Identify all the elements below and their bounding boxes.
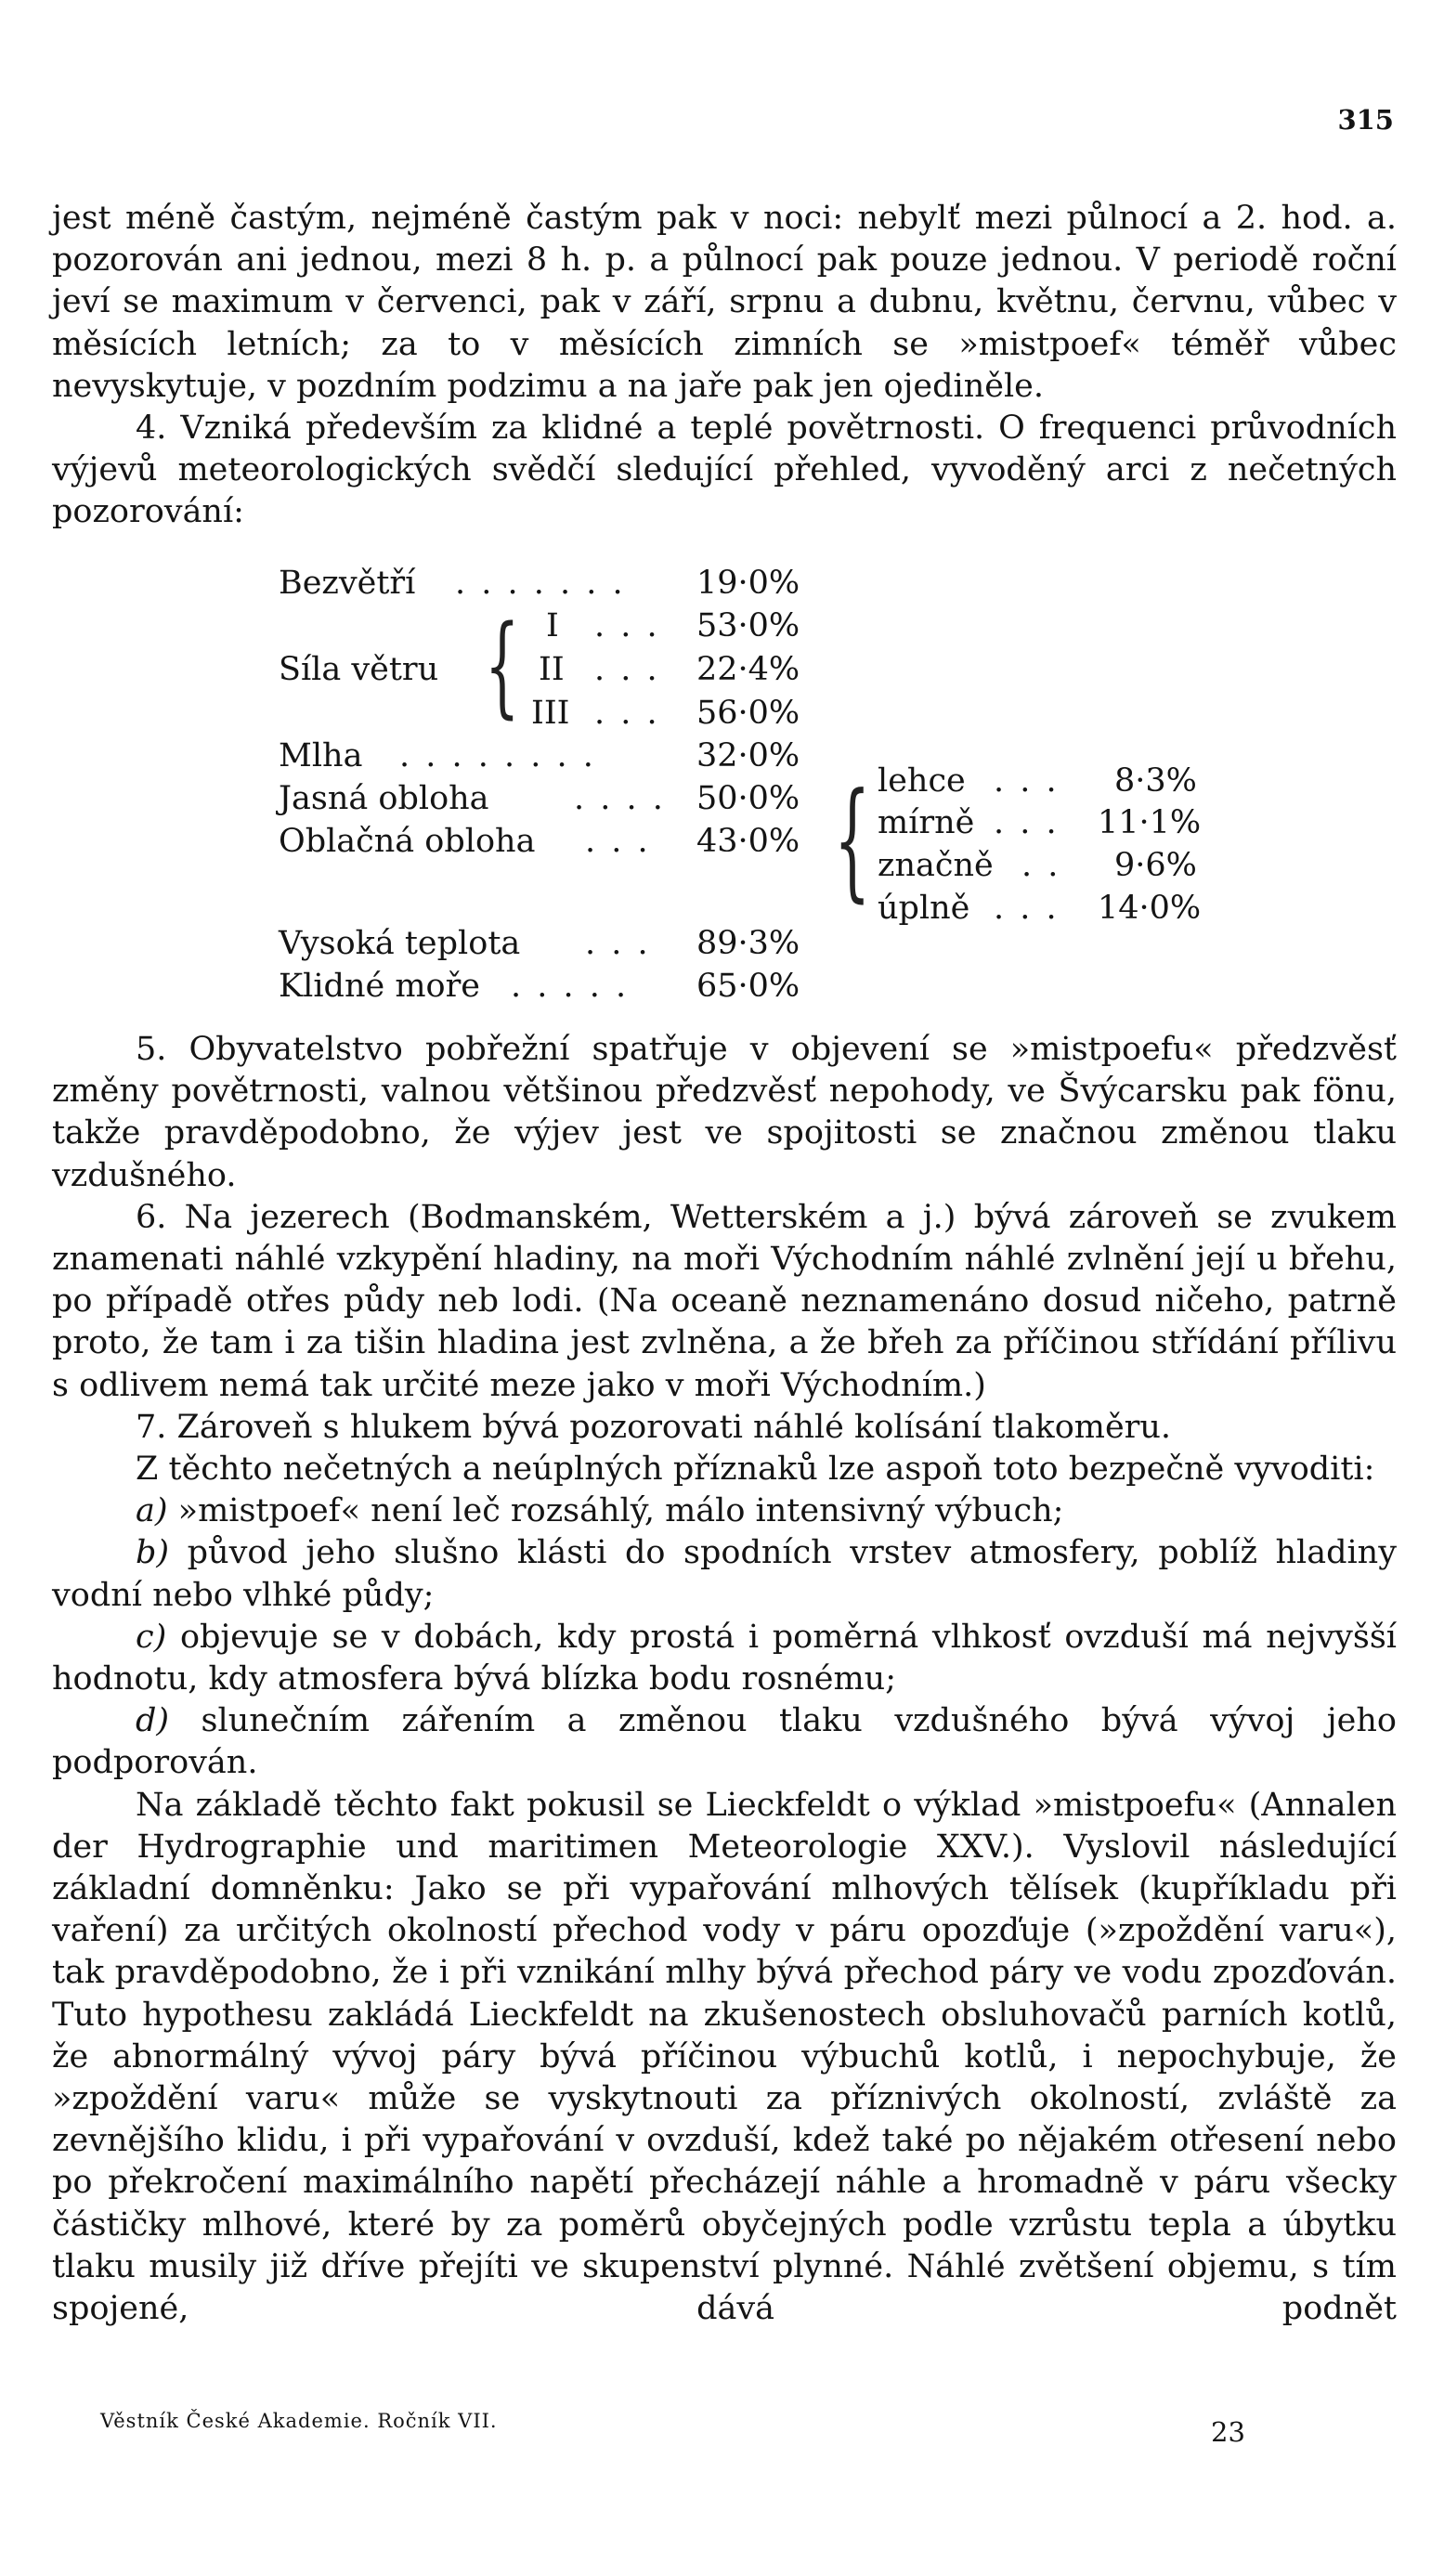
leader-dots: . . . . xyxy=(574,780,666,817)
value-oblacna: 43·0% xyxy=(696,823,800,860)
leader-dots: . . . . . xyxy=(511,968,630,1005)
value-sila-1: 53·0% xyxy=(696,607,800,644)
label-znacne: značně xyxy=(878,847,994,884)
list-item-c xyxy=(52,1617,1397,1700)
paragraph-6: 6. Na jezerech (Bodmanském, Wetterském a j.) bývá zároveň se zvukem znamenati náhlé vzkypění hladiny, na moři Východním náhlé zvlnění její u břehu, po případě otřes půdy neb lodi. (Na oceaně neznamenáno dosud ničeho, patrně proto, že tam i za tišin hladina jest zvlněna, a že břeh za příčinou střídání přílivu s odlivem nemá tak určité meze jako v moři Východním.) xyxy=(52,1198,1397,1404)
label-uplne: úplně xyxy=(878,890,970,927)
item-text: objevuje se v dobách, kdy prostá i poměrná vlhkosť ovzduší má nejvyšší hodnotu, kdy atmosfera bývá blízka bodu rosnému; xyxy=(52,1618,1397,1698)
leader-dots: . . . xyxy=(594,607,660,644)
grade-2: II xyxy=(539,651,565,688)
item-text: původ jeho slušno klásti do spodních vrstev atmosfery, poblíž hladiny vodní nebo vlhké půdy; xyxy=(52,1534,1397,1614)
leader-dots: . . . xyxy=(585,925,651,962)
value-sila-3: 56·0% xyxy=(696,695,800,732)
value-teplota: 89·3% xyxy=(696,925,800,962)
label-bezvetri: Bezvětří xyxy=(279,565,416,602)
paragraph-3: jest méně častým, nejméně častým pak v noci: nebylť mezi půlnocí a 2. hod. a. pozorován ani jednou, mezi 8 h. p. a půlnocí pak pouze jednou. V periodě roční jeví se maximum v červenci, pak v září, srpnu a dubnu, květnu, červnu, vůbec v měsících letních; za to v měsících zimních se »mistpoef« téměř vůbec nevyskytuje, v pozdním podzimu a na jaře pak jen ojediněle. xyxy=(52,200,1397,405)
value-mlha: 32·0% xyxy=(696,737,800,774)
bottom-text xyxy=(52,1029,1397,2330)
value-sila-2: 22·4% xyxy=(696,651,800,688)
label-more: Klidné moře xyxy=(279,968,481,1005)
item-letter: d) xyxy=(136,1702,170,1740)
value-jasna: 50·0% xyxy=(696,780,800,817)
brace-left: { xyxy=(485,601,520,729)
label-mirne: mírně xyxy=(878,804,975,841)
paragraph-7: 7. Zároveň s hlukem bývá pozorovati náhlé kolísání tlakoměru. xyxy=(136,1408,1172,1446)
grade-3: III xyxy=(531,695,570,732)
value-mirne: 11·1% xyxy=(1098,804,1202,841)
label-oblacna: Oblačná obloha xyxy=(279,823,536,860)
item-text: slunečním zářením a změnou tlaku vzdušného bývá vývoj jeho podporován. xyxy=(52,1702,1397,1782)
conclusion-intro: Z těchto nečetných a neúplných příznaků lze aspoň toto bezpečně vyvoditi: xyxy=(136,1451,1375,1489)
label-teplota: Vysoká teplota xyxy=(279,925,521,962)
value-bezvetri: 19·0% xyxy=(696,565,800,602)
label-sila-vetru: Síla větru xyxy=(279,651,439,688)
footer-journal-title: Věstník České Akademie. Ročník VII. xyxy=(100,2410,498,2432)
item-letter: c) xyxy=(136,1618,167,1656)
signature-mark: 23 xyxy=(1211,2416,1245,2448)
value-znacne: 9·6% xyxy=(1114,847,1197,884)
label-mlha: Mlha xyxy=(279,737,363,774)
item-letter: b) xyxy=(136,1534,170,1572)
paragraph-4: 4. Vzniká především za klidné a teplé povětrnosti. O frequenci průvodních výjevů meteorologických svědčí sledující přehled, vyvoděný arci z nečetných pozorování: xyxy=(52,410,1397,531)
leader-dots: . . . xyxy=(594,695,660,732)
list-item-d xyxy=(52,1700,1397,1784)
leader-dots: . . . . . . . . xyxy=(399,737,596,774)
list-item-b xyxy=(52,1532,1397,1616)
leader-dots: . . . xyxy=(594,651,660,688)
item-letter: a) xyxy=(136,1492,168,1530)
label-jasna: Jasná obloha xyxy=(279,780,489,817)
leader-dots: . . . . . . . xyxy=(455,565,626,602)
leader-dots: . . xyxy=(1021,847,1061,884)
page-number: 315 xyxy=(1337,104,1394,136)
paragraph-lieckfeldt: Na základě těchto fakt pokusil se Lieckfeldt o výklad »mistpoefu« (Annalen der Hydrographie und maritimen Meteorologie XXV.). Vyslovil následující základní domněnku: Jako se při vypařování mlhových tělísek (kupříkladu při vaření) za určitých okolností přechod vody v páru opozďuje (»zpoždění varu«), tak pravděpodobno, že i při vznikání mlhy bývá přechod páry ve vodu zpozďován. Tuto hypothesu zakládá Lieckfeldt na zkušenostech obsluhovačů parních kotlů, že abnormálný vývoj páry bývá příčinou výbuchů kotlů, i nepochybuje, že »zpoždění varu« může se vyskytnouti za příznivých okolností, zvláště za zevnějšího klidu, i při vypařování v ovzduší, kdež také po nějakém otřesení nebo po překročení maximálního napětí přecházejí náhle a hromadně v páru všecky částičky mlhové, které by za poměrů obyčejných podle vzrůstu tepla a úbytku tlaku musily již dříve přejíti ve skupenství plynné. Náhlé zvětšení objemu, s tím spojené, dává podnět xyxy=(52,1786,1397,2328)
leader-dots: . . . xyxy=(585,823,651,860)
observation-table xyxy=(279,565,1202,1010)
leader-dots: . . . xyxy=(994,890,1060,927)
grade-1: I xyxy=(546,607,559,644)
value-lehce: 8·3% xyxy=(1114,762,1197,800)
list-item-a xyxy=(52,1490,1397,1532)
leader-dots: . . . xyxy=(994,804,1060,841)
item-text: »mistpoef« není leč rozsáhlý, málo intensivný výbuch; xyxy=(177,1492,1064,1530)
value-uplne: 14·0% xyxy=(1098,890,1202,927)
label-lehce: lehce xyxy=(878,762,966,800)
top-text xyxy=(52,198,1397,534)
brace-right: { xyxy=(834,765,871,915)
paragraph-5: 5. Obyvatelstvo pobřežní spatřuje v objevení se »mistpoefu« předzvěsť změny povětrnosti, valnou většinou předzvěsť nepohody, ve Švýcarsku pak fönu, takže pravděpodobno, že výjev jest ve spojitosti se značnou změnou tlaku vzdušného. xyxy=(52,1031,1397,1194)
leader-dots: . . . xyxy=(994,762,1060,800)
value-more: 65·0% xyxy=(696,968,800,1005)
